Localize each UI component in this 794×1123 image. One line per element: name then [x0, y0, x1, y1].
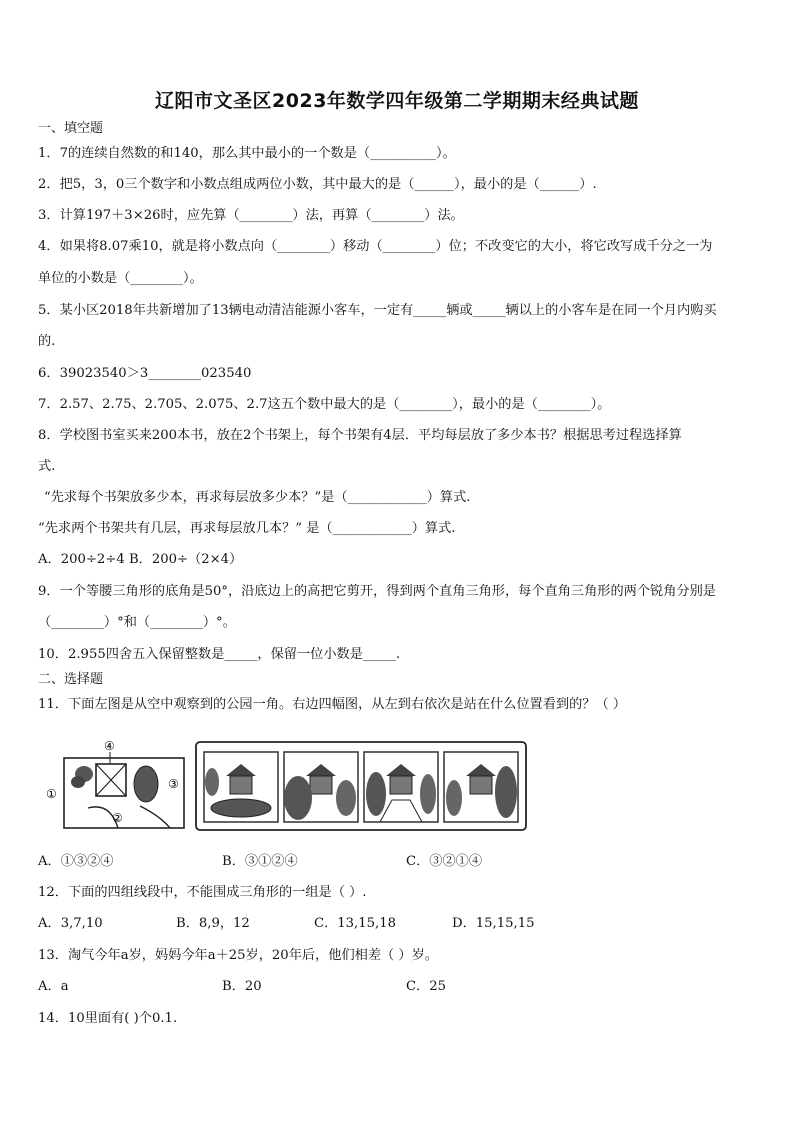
q12-option-a: A．3,7,10 — [38, 916, 103, 931]
question-7: 7．2.57、2.75、2.705、2.075、2.7这五个数中最大的是（________），最小的是（________）。 — [38, 397, 611, 412]
q11-option-c: C．③②①④ — [406, 854, 483, 869]
q13-option-a: A．a — [38, 979, 69, 994]
q11-option-a: A．①③②④ — [38, 854, 114, 869]
question-5-line2: 的. — [38, 334, 56, 349]
question-8-line2: 式. — [38, 459, 56, 474]
page-title: 辽阳市文圣区2023年数学四年级第二学期期末经典试题 — [155, 90, 639, 112]
question-4-line1: 4．如果将8.07乘10，就是将小数点向（________）移动（________）位；不改变它的大小，将它改写成千分之一为 — [38, 239, 713, 254]
question-10: 10．2.955四舍五入保留整数是_____，保留一位小数是_____. — [38, 647, 401, 662]
question-8-line4: “先求两个书架共有几层，再求每层放几本？” 是（____________）算式. — [38, 521, 456, 536]
park-figure-svg — [40, 736, 530, 836]
view-3 — [364, 752, 438, 822]
view-2 — [284, 752, 358, 822]
question-5-line1: 5．某小区2018年共新增加了13辆电动清洁能源小客车，一定有_____辆或_____辆以上的小客车是在同一个月内购买 — [38, 303, 717, 318]
question-14: 14．10里面有( )个0.1. — [38, 1011, 178, 1026]
view-1 — [204, 752, 278, 822]
question-6: 6．39023540＞3________023540 — [38, 366, 252, 381]
q12-option-d: D．15,15,15 — [452, 916, 535, 931]
q12-option-c: C．13,15,18 — [314, 916, 397, 931]
q12-option-b: B．8,9，12 — [176, 916, 250, 931]
question-11: 11．下面左图是从空中观察到的公园一角。右边四幅图，从左到右依次是站在什么位置看到的？（ ） — [38, 697, 627, 712]
label-2: ② — [112, 811, 123, 825]
question-13: 13．淘气今年a岁，妈妈今年a＋25岁，20年后，他们相差（ ）岁。 — [38, 948, 438, 963]
question-3: 3．计算197＋3×26时，应先算（________）法，再算（________）法。 — [38, 208, 464, 223]
question-1: 1．7的连续自然数的和140，那么其中最小的一个数是（__________）。 — [38, 146, 456, 161]
q11-option-b: B．③①②④ — [222, 854, 298, 869]
four-views — [196, 742, 526, 830]
q13-option-b: B．20 — [222, 979, 262, 994]
park-figure — [40, 736, 530, 836]
question-8-options: A．200÷2÷4 B．200÷（2×4） — [38, 552, 243, 567]
section-choice: 二、选择题 — [38, 672, 104, 687]
question-8-line3: “先求每个书架放多少本，再求每层放多少本？”是（____________）算式. — [44, 490, 471, 505]
question-9-line2: （________）°和（________）°。 — [38, 615, 236, 630]
view-4 — [444, 752, 518, 822]
q13-option-c: C．25 — [406, 979, 447, 994]
question-2: 2．把5，3，0三个数字和小数点组成两位小数，其中最大的是（______），最小的是（______）. — [38, 177, 597, 192]
section-fill-blank: 一、填空题 — [38, 121, 104, 136]
question-9-line1: 9．一个等腰三角形的底角是50°，沿底边上的高把它剪开，得到两个直角三角形，每个直角三角形的两个锐角分别是 — [38, 584, 716, 599]
label-1: ① — [46, 787, 57, 801]
label-3: ③ — [168, 777, 179, 791]
question-8-line1: 8．学校图书室买来200本书，放在2个书架上，每个书架有4层．平均每层放了多少本书？根据思考过程选择算 — [38, 428, 682, 443]
question-4-line2: 单位的小数是（________）。 — [38, 271, 203, 286]
question-12: 12．下面的四组线段中，不能围成三角形的一组是（ ）. — [38, 885, 367, 900]
label-4: ④ — [104, 739, 115, 753]
overhead-map — [46, 739, 184, 828]
